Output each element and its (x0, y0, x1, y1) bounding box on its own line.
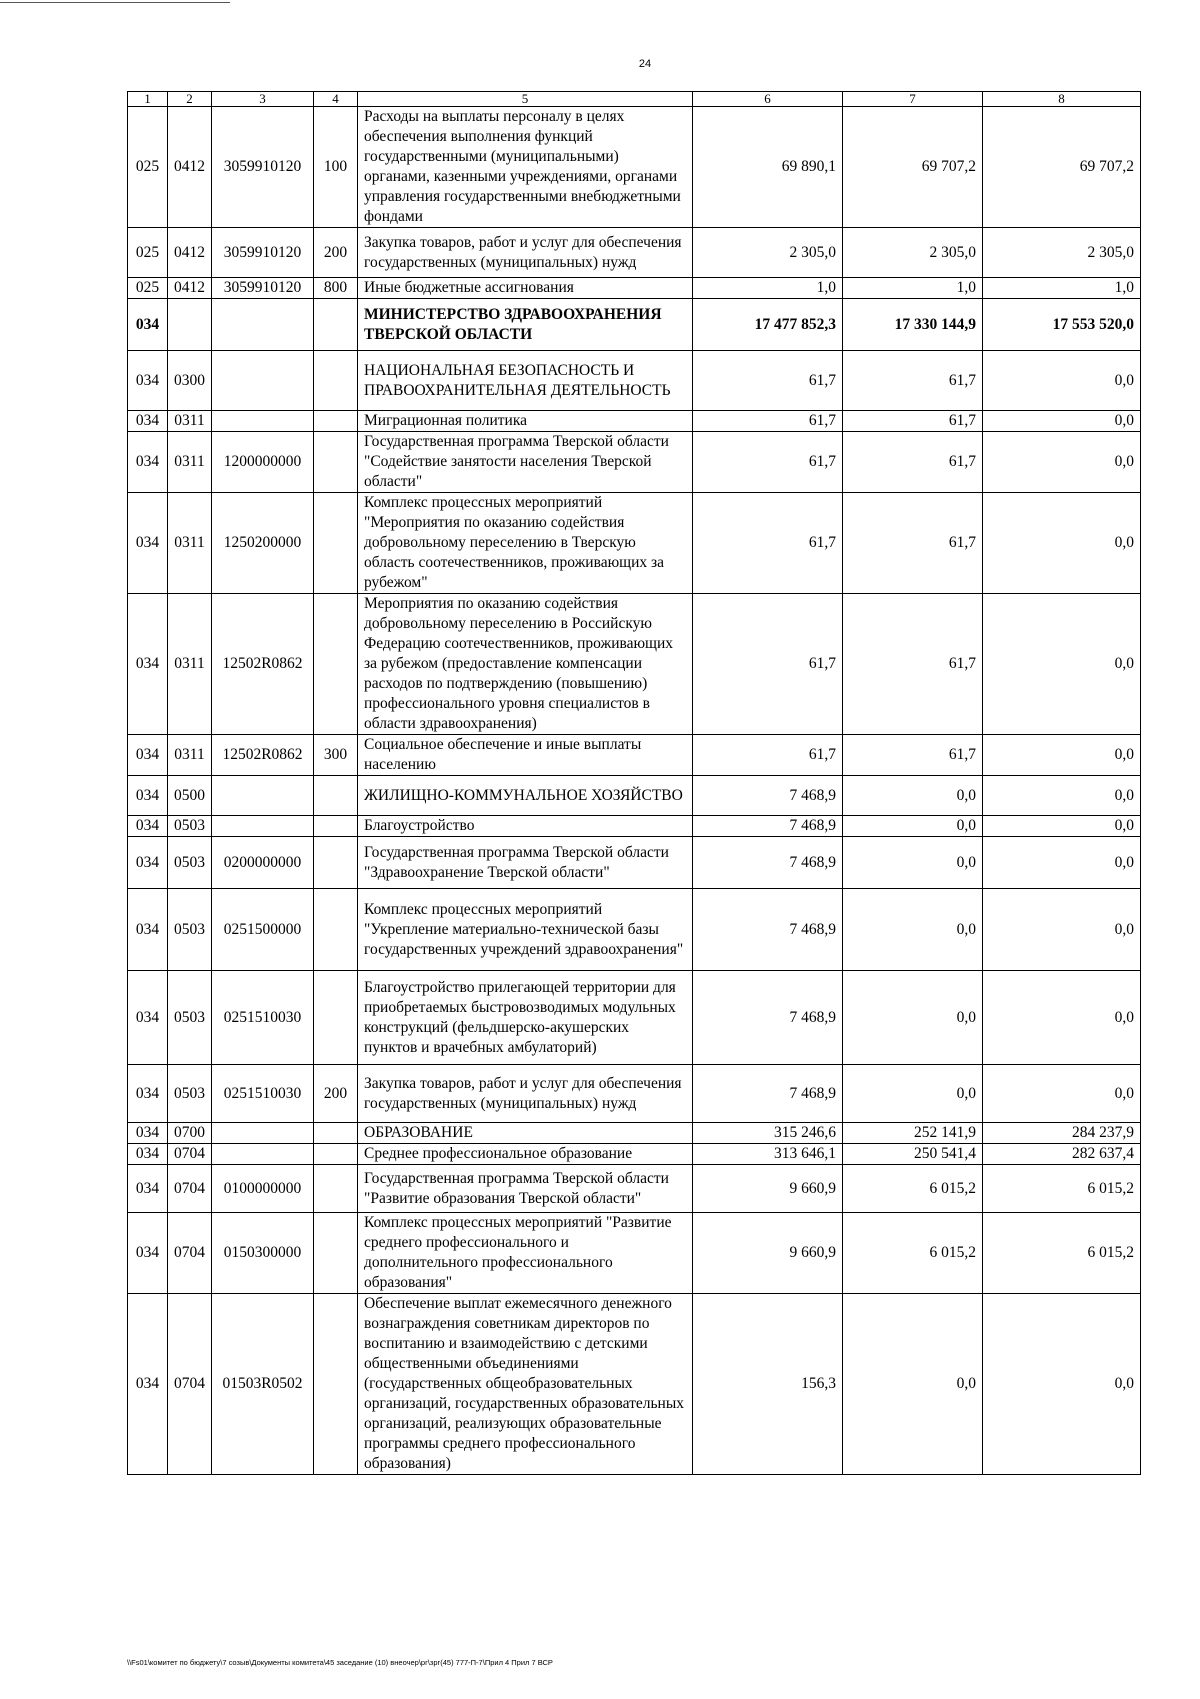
table-row (128, 776, 1141, 816)
code-target-cell: 1200000000 (212, 432, 314, 493)
table-row (128, 107, 1141, 228)
code-admin-cell: 034 (128, 493, 168, 594)
code-section-cell: 0500 (168, 776, 212, 816)
amount-col8-cell: 0,0 (983, 837, 1141, 889)
amount-col7-cell: 2 305,0 (843, 228, 983, 278)
table-row (128, 1294, 1141, 1475)
header-cell: 6 (693, 92, 843, 107)
amount-col6-cell: 7 468,9 (693, 971, 843, 1065)
code-target-cell: 0251510030 (212, 971, 314, 1065)
code-target-cell: 0251500000 (212, 889, 314, 971)
code-admin-cell: 025 (128, 278, 168, 299)
amount-col7-cell: 1,0 (843, 278, 983, 299)
code-expense-cell (314, 889, 358, 971)
header-cell: 4 (314, 92, 358, 107)
table-row (128, 278, 1141, 299)
code-target-cell (212, 351, 314, 411)
amount-col8-cell: 0,0 (983, 1294, 1141, 1475)
table-row (128, 432, 1141, 493)
table-row (128, 837, 1141, 889)
amount-col6-cell: 61,7 (693, 351, 843, 411)
code-expense-cell (314, 1294, 358, 1475)
code-target-cell (212, 411, 314, 432)
amount-col8-cell: 2 305,0 (983, 228, 1141, 278)
amount-col7-cell: 0,0 (843, 971, 983, 1065)
code-expense-cell (314, 816, 358, 837)
file-path-footer: \\Fs01\комитет по бюджету\7 созыв\Документы комитета\45 заседание (10) внеочер\рг\зрг(45) 777-П-7\Прил 4 Прил 7 ВСР (127, 1658, 553, 1667)
header-cell: 3 (212, 92, 314, 107)
table-row (128, 1144, 1141, 1165)
description-cell: Комплекс процессных мероприятий "Развитие среднего профессионального и дополнительного профессионального образования" (358, 1213, 693, 1294)
amount-col8-cell: 0,0 (983, 776, 1141, 816)
code-expense-cell (314, 837, 358, 889)
code-admin-cell: 034 (128, 1144, 168, 1165)
code-section-cell: 0412 (168, 107, 212, 228)
description-cell: ОБРАЗОВАНИЕ (358, 1123, 693, 1144)
description-cell: Государственная программа Тверской области "Здравоохранение Тверской области" (358, 837, 693, 889)
amount-col6-cell: 9 660,9 (693, 1213, 843, 1294)
code-expense-cell (314, 1144, 358, 1165)
code-expense-cell (314, 776, 358, 816)
code-admin-cell: 034 (128, 735, 168, 776)
amount-col7-cell: 61,7 (843, 594, 983, 735)
code-admin-cell: 034 (128, 837, 168, 889)
code-expense-cell (314, 299, 358, 351)
amount-col6-cell: 61,7 (693, 735, 843, 776)
header-cell: 8 (983, 92, 1141, 107)
code-expense-cell: 300 (314, 735, 358, 776)
amount-col7-cell: 61,7 (843, 493, 983, 594)
code-section-cell: 0704 (168, 1144, 212, 1165)
code-admin-cell: 034 (128, 1065, 168, 1123)
code-section-cell: 0311 (168, 432, 212, 493)
code-admin-cell: 034 (128, 411, 168, 432)
table-row (128, 299, 1141, 351)
code-section-cell (168, 299, 212, 351)
amount-col8-cell: 17 553 520,0 (983, 299, 1141, 351)
table-row (128, 1213, 1141, 1294)
code-expense-cell: 100 (314, 107, 358, 228)
code-target-cell (212, 299, 314, 351)
amount-col6-cell: 69 890,1 (693, 107, 843, 228)
code-target-cell: 0100000000 (212, 1165, 314, 1213)
amount-col8-cell: 0,0 (983, 971, 1141, 1065)
code-expense-cell: 800 (314, 278, 358, 299)
code-section-cell: 0700 (168, 1123, 212, 1144)
code-admin-cell: 034 (128, 351, 168, 411)
amount-col7-cell: 61,7 (843, 735, 983, 776)
amount-col8-cell: 0,0 (983, 432, 1141, 493)
amount-col7-cell: 6 015,2 (843, 1213, 983, 1294)
description-cell: Комплекс процессных мероприятий "Мероприятия по оказанию содействия добровольному переселению в Тверскую область соотечественников, проживающих за рубежом" (358, 493, 693, 594)
amount-col8-cell: 0,0 (983, 493, 1141, 594)
description-cell: Иные бюджетные ассигнования (358, 278, 693, 299)
table-row (128, 816, 1141, 837)
description-cell: Закупка товаров, работ и услуг для обеспечения государственных (муниципальных) нужд (358, 1065, 693, 1123)
description-cell: Мероприятия по оказанию содействия добровольному переселению в Российскую Федерацию соотечественников, проживающих за рубежом (предоставление компенсации расходов по подтверждению (повышению) профессионального уровня специалистов в области здравоохранения) (358, 594, 693, 735)
table-row (128, 1165, 1141, 1213)
code-target-cell (212, 1144, 314, 1165)
code-section-cell: 0412 (168, 278, 212, 299)
table-row (128, 351, 1141, 411)
code-admin-cell: 034 (128, 816, 168, 837)
amount-col6-cell: 61,7 (693, 411, 843, 432)
code-admin-cell: 025 (128, 107, 168, 228)
amount-col6-cell: 7 468,9 (693, 816, 843, 837)
code-section-cell: 0704 (168, 1213, 212, 1294)
code-admin-cell: 034 (128, 1165, 168, 1213)
amount-col6-cell: 7 468,9 (693, 889, 843, 971)
amount-col7-cell: 252 141,9 (843, 1123, 983, 1144)
scan-edge-line (0, 2, 230, 3)
description-cell: Социальное обеспечение и иные выплаты населению (358, 735, 693, 776)
code-section-cell: 0503 (168, 971, 212, 1065)
code-admin-cell: 034 (128, 971, 168, 1065)
code-target-cell (212, 1123, 314, 1144)
amount-col8-cell: 0,0 (983, 594, 1141, 735)
code-section-cell: 0311 (168, 735, 212, 776)
code-target-cell: 1250200000 (212, 493, 314, 594)
code-section-cell: 0503 (168, 837, 212, 889)
amount-col7-cell: 0,0 (843, 1294, 983, 1475)
code-section-cell: 0311 (168, 493, 212, 594)
amount-col6-cell: 315 246,6 (693, 1123, 843, 1144)
header-row (128, 92, 1141, 107)
description-cell: Благоустройство прилегающей территории для приобретаемых быстровозводимых модульных конструкций (фельдшерско-акушерских пунктов и врачебных амбулаторий) (358, 971, 693, 1065)
amount-col6-cell: 1,0 (693, 278, 843, 299)
amount-col6-cell: 61,7 (693, 594, 843, 735)
description-cell: ЖИЛИЩНО-КОММУНАЛЬНОЕ ХОЗЯЙСТВО (358, 776, 693, 816)
amount-col6-cell: 61,7 (693, 493, 843, 594)
table-row (128, 971, 1141, 1065)
code-section-cell: 0704 (168, 1165, 212, 1213)
description-cell: Обеспечение выплат ежемесячного денежного вознаграждения советникам директоров по воспитанию и взаимодействию с детскими общественными объединениями (государственных общеобразовательных организаций, государственных образовательных организаций, реализующих образовательные программы среднего профессионального образования) (358, 1294, 693, 1475)
code-expense-cell (314, 411, 358, 432)
page-number: 24 (638, 58, 652, 70)
amount-col7-cell: 6 015,2 (843, 1165, 983, 1213)
amount-col8-cell: 0,0 (983, 735, 1141, 776)
amount-col7-cell: 250 541,4 (843, 1144, 983, 1165)
code-section-cell: 0704 (168, 1294, 212, 1475)
code-target-cell: 3059910120 (212, 278, 314, 299)
amount-col8-cell: 0,0 (983, 889, 1141, 971)
table-row (128, 493, 1141, 594)
code-admin-cell: 034 (128, 594, 168, 735)
code-section-cell: 0503 (168, 1065, 212, 1123)
description-cell: Комплекс процессных мероприятий "Укрепление материально-технической базы государственных учреждений здравоохранения" (358, 889, 693, 971)
amount-col7-cell: 0,0 (843, 889, 983, 971)
table-row (128, 594, 1141, 735)
description-cell: Закупка товаров, работ и услуг для обеспечения государственных (муниципальных) нужд (358, 228, 693, 278)
table-row (128, 889, 1141, 971)
description-cell: Государственная программа Тверской области "Содействие занятости населения Тверской области" (358, 432, 693, 493)
code-target-cell (212, 816, 314, 837)
description-cell: Благоустройство (358, 816, 693, 837)
amount-col6-cell: 313 646,1 (693, 1144, 843, 1165)
amount-col8-cell: 6 015,2 (983, 1213, 1141, 1294)
code-target-cell: 3059910120 (212, 107, 314, 228)
code-expense-cell (314, 432, 358, 493)
header-cell: 5 (358, 92, 693, 107)
description-cell: Расходы на выплаты персоналу в целях обеспечения выполнения функций государственными (муниципальными) органами, казенными учреждениями, органами управления государственными внебюджетными фондами (358, 107, 693, 228)
amount-col6-cell: 17 477 852,3 (693, 299, 843, 351)
description-cell: НАЦИОНАЛЬНАЯ БЕЗОПАСНОСТЬ И ПРАВООХРАНИТЕЛЬНАЯ ДЕЯТЕЛЬНОСТЬ (358, 351, 693, 411)
code-expense-cell: 200 (314, 1065, 358, 1123)
amount-col7-cell: 61,7 (843, 351, 983, 411)
code-expense-cell (314, 1213, 358, 1294)
amount-col7-cell: 61,7 (843, 432, 983, 493)
amount-col6-cell: 7 468,9 (693, 837, 843, 889)
amount-col8-cell: 1,0 (983, 278, 1141, 299)
code-expense-cell (314, 351, 358, 411)
amount-col7-cell: 0,0 (843, 776, 983, 816)
code-admin-cell: 034 (128, 1294, 168, 1475)
code-section-cell: 0412 (168, 228, 212, 278)
code-section-cell: 0503 (168, 816, 212, 837)
code-admin-cell: 034 (128, 432, 168, 493)
amount-col7-cell: 0,0 (843, 837, 983, 889)
amount-col8-cell: 0,0 (983, 351, 1141, 411)
budget-table (127, 91, 1141, 1475)
code-target-cell: 3059910120 (212, 228, 314, 278)
code-target-cell: 0150300000 (212, 1213, 314, 1294)
table-row (128, 411, 1141, 432)
amount-col6-cell: 7 468,9 (693, 1065, 843, 1123)
code-section-cell: 0311 (168, 411, 212, 432)
code-admin-cell: 034 (128, 1123, 168, 1144)
amount-col8-cell: 284 237,9 (983, 1123, 1141, 1144)
code-expense-cell: 200 (314, 228, 358, 278)
code-target-cell: 0200000000 (212, 837, 314, 889)
amount-col7-cell: 61,7 (843, 411, 983, 432)
code-expense-cell (314, 1165, 358, 1213)
table-row (128, 735, 1141, 776)
code-admin-cell: 034 (128, 776, 168, 816)
amount-col8-cell: 282 637,4 (983, 1144, 1141, 1165)
header-cell: 1 (128, 92, 168, 107)
table-row (128, 1123, 1141, 1144)
code-admin-cell: 034 (128, 299, 168, 351)
code-expense-cell (314, 1123, 358, 1144)
amount-col7-cell: 17 330 144,9 (843, 299, 983, 351)
code-expense-cell (314, 594, 358, 735)
amount-col6-cell: 7 468,9 (693, 776, 843, 816)
amount-col6-cell: 156,3 (693, 1294, 843, 1475)
code-section-cell: 0300 (168, 351, 212, 411)
amount-col7-cell: 0,0 (843, 816, 983, 837)
code-section-cell: 0311 (168, 594, 212, 735)
amount-col6-cell: 2 305,0 (693, 228, 843, 278)
amount-col6-cell: 9 660,9 (693, 1165, 843, 1213)
amount-col7-cell: 69 707,2 (843, 107, 983, 228)
code-target-cell: 01503R0502 (212, 1294, 314, 1475)
code-target-cell: 0251510030 (212, 1065, 314, 1123)
code-expense-cell (314, 971, 358, 1065)
amount-col8-cell: 0,0 (983, 1065, 1141, 1123)
code-section-cell: 0503 (168, 889, 212, 971)
code-target-cell (212, 776, 314, 816)
code-expense-cell (314, 493, 358, 594)
description-cell: МИНИСТЕРСТВО ЗДРАВООХРАНЕНИЯ ТВЕРСКОЙ ОБЛАСТИ (358, 299, 693, 351)
description-cell: Среднее профессиональное образование (358, 1144, 693, 1165)
description-cell: Государственная программа Тверской области "Развитие образования Тверской области" (358, 1165, 693, 1213)
header-cell: 2 (168, 92, 212, 107)
amount-col6-cell: 61,7 (693, 432, 843, 493)
table-row (128, 1065, 1141, 1123)
header-cell: 7 (843, 92, 983, 107)
amount-col8-cell: 0,0 (983, 816, 1141, 837)
amount-col8-cell: 69 707,2 (983, 107, 1141, 228)
amount-col8-cell: 6 015,2 (983, 1165, 1141, 1213)
code-admin-cell: 034 (128, 1213, 168, 1294)
code-admin-cell: 034 (128, 889, 168, 971)
table-row (128, 228, 1141, 278)
amount-col8-cell: 0,0 (983, 411, 1141, 432)
amount-col7-cell: 0,0 (843, 1065, 983, 1123)
code-admin-cell: 025 (128, 228, 168, 278)
code-target-cell: 12502R0862 (212, 735, 314, 776)
description-cell: Миграционная политика (358, 411, 693, 432)
code-target-cell: 12502R0862 (212, 594, 314, 735)
